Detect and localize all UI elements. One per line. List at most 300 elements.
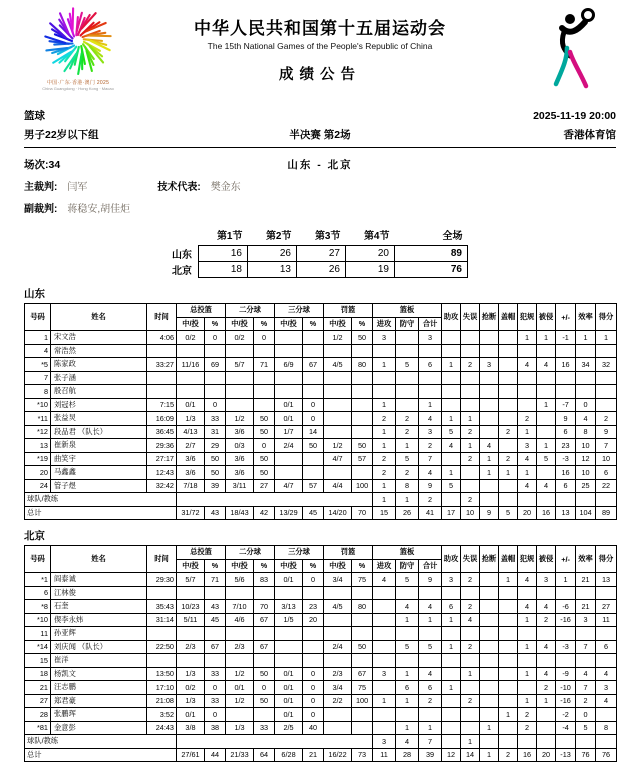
stat-cell: 34 xyxy=(576,358,596,372)
stat-cell xyxy=(596,708,617,722)
stat-cell: 2/3 xyxy=(226,640,254,654)
stat-cell: 50 xyxy=(352,439,373,453)
stat-cell xyxy=(461,708,480,722)
stat-cell xyxy=(499,371,518,385)
player-row xyxy=(25,640,617,654)
player-number: 24 xyxy=(25,479,51,493)
stat-cell: -13 xyxy=(556,748,576,762)
stat-cell: 21 xyxy=(303,748,324,762)
player-name: 张益炅 xyxy=(51,412,147,426)
col-subheader-reb-off: 进攻 xyxy=(373,559,396,573)
match-datetime: 2025-11-19 20:00 xyxy=(533,110,616,122)
stat-cell xyxy=(205,344,226,358)
stat-cell xyxy=(499,479,518,493)
stat-cell xyxy=(442,721,461,735)
stat-cell: 1/3 xyxy=(177,412,205,426)
stat-cell: 40 xyxy=(303,721,324,735)
stat-cell: 3/6 xyxy=(177,452,205,466)
title-block xyxy=(134,14,506,84)
stat-cell xyxy=(419,708,442,722)
stat-cell: 0/1 xyxy=(226,681,254,695)
stat-cell: 12 xyxy=(576,452,596,466)
stat-cell xyxy=(480,600,499,614)
stat-cell xyxy=(499,613,518,627)
stat-cell xyxy=(480,331,499,345)
stat-cell xyxy=(461,721,480,735)
stat-cell xyxy=(303,452,324,466)
col-subheader-reb-def: 防守 xyxy=(396,559,419,573)
stat-cell: 5 xyxy=(396,573,419,587)
stat-cell xyxy=(324,385,352,399)
stat-cell: 70 xyxy=(254,600,275,614)
player-number: 13 xyxy=(25,439,51,453)
stat-cell xyxy=(556,371,576,385)
stat-cell xyxy=(518,627,537,641)
stat-cell xyxy=(461,586,480,600)
stat-cell: 0 xyxy=(254,331,275,345)
stat-cell: 1 xyxy=(480,748,499,762)
stat-cell xyxy=(373,627,396,641)
stat-cell xyxy=(499,493,518,507)
stat-cell: 45 xyxy=(205,613,226,627)
stat-cell: 5 xyxy=(396,358,419,372)
stat-cell: 1 xyxy=(442,412,461,426)
stat-cell: 64 xyxy=(254,748,275,762)
stat-cell xyxy=(177,385,205,399)
stat-cell: 0/1 xyxy=(275,694,303,708)
stat-cell xyxy=(461,466,480,480)
stat-cell: 2 xyxy=(537,681,556,695)
quarter-total-cell: 76 xyxy=(395,262,468,278)
team-label-beijing: 北京 xyxy=(24,528,616,543)
stat-cell: 33 xyxy=(254,721,275,735)
stat-cell xyxy=(303,385,324,399)
stat-cell xyxy=(596,654,617,668)
stat-cell: 69 xyxy=(205,358,226,372)
stat-cell xyxy=(518,344,537,358)
stat-cell: 50 xyxy=(254,694,275,708)
player-row xyxy=(25,600,617,614)
player-time xyxy=(147,586,177,600)
team-coach-label: 球队/教练 xyxy=(25,493,177,507)
stat-cell: 31/72 xyxy=(177,506,205,520)
stat-cell: 4 xyxy=(576,412,596,426)
player-name: 江林俊 xyxy=(51,586,147,600)
stat-cell: 39 xyxy=(205,479,226,493)
stat-cell: 2 xyxy=(499,425,518,439)
stat-cell: 1 xyxy=(396,439,419,453)
player-number: 20 xyxy=(25,466,51,480)
stat-cell xyxy=(275,466,303,480)
col-header-stat: +/- xyxy=(556,546,576,573)
stat-cell xyxy=(480,735,499,749)
stat-cell: 1/3 xyxy=(177,694,205,708)
stat-cell: 1 xyxy=(373,439,396,453)
col-header-stat: +/- xyxy=(556,304,576,331)
player-name: 常浩然 xyxy=(51,344,147,358)
stat-cell: 21 xyxy=(576,600,596,614)
player-number: 11 xyxy=(25,627,51,641)
stat-cell xyxy=(373,600,396,614)
stat-cell: 1 xyxy=(461,412,480,426)
tech-rep-label: 技术代表: xyxy=(157,178,200,193)
col-header-stat: 盖帽 xyxy=(499,546,518,573)
stat-cell xyxy=(275,344,303,358)
player-row xyxy=(25,613,617,627)
logo-caption-en: China Guangdong · Hong Kong · Macao xyxy=(32,86,124,91)
stat-cell xyxy=(373,721,396,735)
stat-cell xyxy=(419,586,442,600)
stat-cell: 16/22 xyxy=(324,748,352,762)
stat-cell: 104 xyxy=(576,506,596,520)
stat-cell: 1 xyxy=(396,694,419,708)
stat-cell: 0 xyxy=(303,681,324,695)
stat-cell xyxy=(499,721,518,735)
stat-cell: 21 xyxy=(576,573,596,587)
team-coach-label: 球队/教练 xyxy=(25,735,177,749)
stat-cell xyxy=(461,385,480,399)
stat-cell xyxy=(324,371,352,385)
stat-cell: 2 xyxy=(499,748,518,762)
stat-cell: 43 xyxy=(205,506,226,520)
player-number: *1 xyxy=(25,573,51,587)
stat-cell xyxy=(499,385,518,399)
team-coach-shooting-blank xyxy=(177,735,373,749)
stat-cell xyxy=(324,613,352,627)
stat-cell: 10/23 xyxy=(177,600,205,614)
stat-cell xyxy=(518,371,537,385)
stat-cell xyxy=(177,371,205,385)
col-header-rebounds: 篮板 xyxy=(373,546,442,560)
stat-cell: 67 xyxy=(205,640,226,654)
stat-cell xyxy=(576,654,596,668)
stat-cell xyxy=(303,371,324,385)
stat-cell: 0 xyxy=(205,708,226,722)
stat-cell xyxy=(499,654,518,668)
stat-cell xyxy=(373,654,396,668)
stat-cell xyxy=(352,385,373,399)
stat-cell xyxy=(275,452,303,466)
player-number: 27 xyxy=(25,694,51,708)
stat-cell xyxy=(442,667,461,681)
stat-cell: 3 xyxy=(537,573,556,587)
stat-cell: 0 xyxy=(254,681,275,695)
stat-cell xyxy=(324,627,352,641)
stat-cell: 1 xyxy=(373,398,396,412)
stat-cell xyxy=(352,708,373,722)
col-subheader-made-att: 中/投 xyxy=(177,317,205,331)
stat-cell: 80 xyxy=(352,600,373,614)
stat-cell: 1/2 xyxy=(226,667,254,681)
stat-cell xyxy=(537,627,556,641)
stat-cell xyxy=(442,331,461,345)
stat-cell xyxy=(373,708,396,722)
stat-cell: 1 xyxy=(373,493,396,507)
stat-cell: 32 xyxy=(596,358,617,372)
player-row xyxy=(25,466,617,480)
stat-cell: 9 xyxy=(556,412,576,426)
stat-cell xyxy=(537,425,556,439)
stat-cell: 2 xyxy=(461,640,480,654)
stat-cell: 5/7 xyxy=(177,573,205,587)
stat-cell: 6/9 xyxy=(275,358,303,372)
quarter-total-cell: 89 xyxy=(395,246,468,262)
quarter-score-cell: 20 xyxy=(346,246,395,262)
stat-cell xyxy=(352,425,373,439)
stat-cell xyxy=(596,735,617,749)
stat-cell xyxy=(461,627,480,641)
stat-cell xyxy=(226,398,254,412)
matchup: 山东 - 北京 xyxy=(24,157,616,172)
stat-cell: 5 xyxy=(396,452,419,466)
stat-cell: 3/6 xyxy=(226,466,254,480)
stat-cell: 20 xyxy=(303,613,324,627)
stat-cell xyxy=(324,344,352,358)
stat-cell: 3/4 xyxy=(324,681,352,695)
stat-cell xyxy=(499,735,518,749)
team-coach-row xyxy=(25,735,617,749)
assist-referee-names: 蒋稳安,胡佳炬 xyxy=(67,200,130,215)
stat-cell xyxy=(254,371,275,385)
stat-cell xyxy=(556,654,576,668)
player-name: 管子煜 xyxy=(51,479,147,493)
stat-cell xyxy=(461,654,480,668)
stat-cell: 2 xyxy=(461,600,480,614)
stat-cell: 3 xyxy=(442,573,461,587)
player-time: 12:43 xyxy=(147,466,177,480)
stat-cell xyxy=(373,613,396,627)
player-name: 刘冠杉 xyxy=(51,398,147,412)
stat-cell xyxy=(352,466,373,480)
stat-cell: 0/1 xyxy=(177,708,205,722)
stat-cell xyxy=(373,385,396,399)
stat-cell xyxy=(226,627,254,641)
player-name: 崔新泉 xyxy=(51,439,147,453)
stat-cell: 14 xyxy=(303,425,324,439)
stat-cell xyxy=(396,586,419,600)
stat-cell: 41 xyxy=(419,506,442,520)
col-header-rebounds: 篮板 xyxy=(373,304,442,318)
stat-cell: 1 xyxy=(442,358,461,372)
stat-cell xyxy=(373,681,396,695)
stat-cell: 1 xyxy=(518,640,537,654)
stat-cell xyxy=(499,398,518,412)
stat-cell: 2 xyxy=(461,573,480,587)
stat-cell: 5 xyxy=(442,425,461,439)
stat-cell: 29 xyxy=(205,439,226,453)
stat-cell xyxy=(480,681,499,695)
stat-cell: 6 xyxy=(419,358,442,372)
stat-cell: 16 xyxy=(556,358,576,372)
stat-cell xyxy=(518,385,537,399)
col-header-stat: 犯规 xyxy=(518,304,537,331)
totals-label: 总计 xyxy=(25,748,177,762)
stat-cell: 20 xyxy=(537,748,556,762)
stat-cell: 1 xyxy=(396,667,419,681)
stat-cell: 4 xyxy=(518,600,537,614)
col-subheader-pct: % xyxy=(303,317,324,331)
stat-cell: 27 xyxy=(596,600,617,614)
stat-cell: 1 xyxy=(518,613,537,627)
stat-cell xyxy=(352,613,373,627)
player-time: 35:43 xyxy=(147,600,177,614)
player-name: 崔洋 xyxy=(51,654,147,668)
stat-cell xyxy=(226,586,254,600)
stat-cell: -10 xyxy=(556,681,576,695)
stat-cell xyxy=(254,398,275,412)
stat-cell xyxy=(480,667,499,681)
stat-cell: 1 xyxy=(556,573,576,587)
stat-cell: 1 xyxy=(442,613,461,627)
stat-cell: 8 xyxy=(576,425,596,439)
stat-cell: 1 xyxy=(596,331,617,345)
stat-cell: 5 xyxy=(537,452,556,466)
player-name: 张鹏珲 xyxy=(51,708,147,722)
col-header-number: 号码 xyxy=(25,304,51,331)
stat-cell: 0 xyxy=(303,667,324,681)
stats-table-shandong xyxy=(24,303,617,520)
col-header-stat: 得分 xyxy=(596,304,617,331)
col-header-fg: 总投篮 xyxy=(177,304,226,318)
stat-cell: 3 xyxy=(373,331,396,345)
player-name: 杨凯文 xyxy=(51,667,147,681)
stat-cell: 5/11 xyxy=(177,613,205,627)
stat-cell: 0 xyxy=(254,439,275,453)
stat-cell: 8 xyxy=(596,721,617,735)
chief-referee-name: 闫军 xyxy=(67,178,87,193)
stat-cell: 22 xyxy=(596,479,617,493)
player-number: *14 xyxy=(25,640,51,654)
stat-cell: 1 xyxy=(396,721,419,735)
player-row xyxy=(25,358,617,372)
stat-cell xyxy=(537,735,556,749)
stat-cell: 1 xyxy=(537,439,556,453)
col-subheader-pct: % xyxy=(205,317,226,331)
stat-cell: 3 xyxy=(419,425,442,439)
stat-cell xyxy=(576,627,596,641)
stat-cell xyxy=(324,398,352,412)
stat-cell: 3/4 xyxy=(324,573,352,587)
stat-cell xyxy=(576,385,596,399)
stat-cell: 18/43 xyxy=(226,506,254,520)
logo-caption: 中国·广东·香港·澳门 2025 xyxy=(32,79,124,86)
stat-cell: 1 xyxy=(537,398,556,412)
col-subheader-made-att: 中/投 xyxy=(324,559,352,573)
player-time xyxy=(147,371,177,385)
stat-cell xyxy=(275,640,303,654)
player-number: 7 xyxy=(25,371,51,385)
stat-cell xyxy=(442,586,461,600)
stat-cell xyxy=(254,654,275,668)
stat-cell xyxy=(499,344,518,358)
stat-cell xyxy=(352,586,373,600)
stat-cell: 4 xyxy=(396,735,419,749)
stat-cell xyxy=(324,721,352,735)
stat-cell xyxy=(480,344,499,358)
stat-cell xyxy=(480,412,499,426)
stat-cell: 1/2 xyxy=(324,439,352,453)
quarter-team-name: 北京 xyxy=(172,262,199,278)
stat-cell: 2 xyxy=(419,694,442,708)
stat-cell xyxy=(352,344,373,358)
stat-cell xyxy=(419,385,442,399)
col-subheader-made-att: 中/投 xyxy=(324,317,352,331)
stat-cell: 0/2 xyxy=(177,331,205,345)
stat-cell: 5/6 xyxy=(226,573,254,587)
stat-cell xyxy=(518,398,537,412)
stat-cell: 4 xyxy=(461,613,480,627)
stat-cell: 2 xyxy=(396,425,419,439)
stat-cell: 4/5 xyxy=(324,358,352,372)
stat-cell: 26 xyxy=(396,506,419,520)
stat-cell: -1 xyxy=(556,331,576,345)
stat-cell: 1 xyxy=(373,694,396,708)
stat-cell: 0/1 xyxy=(275,573,303,587)
stat-cell: 3/8 xyxy=(177,721,205,735)
assist-referee-label: 副裁判: xyxy=(24,200,57,215)
games-logo xyxy=(32,8,124,91)
player-number: 4 xyxy=(25,344,51,358)
player-number: 8 xyxy=(25,385,51,399)
col-header-time: 时间 xyxy=(147,546,177,573)
stat-cell xyxy=(518,654,537,668)
stat-cell: 0 xyxy=(303,412,324,426)
stat-cell: -16 xyxy=(556,694,576,708)
stat-cell xyxy=(499,681,518,695)
stat-cell: 7/18 xyxy=(177,479,205,493)
stat-cell xyxy=(596,586,617,600)
stat-cell: 4/7 xyxy=(275,479,303,493)
stat-cell xyxy=(396,627,419,641)
stat-cell xyxy=(442,627,461,641)
stat-cell: 7 xyxy=(576,640,596,654)
stat-cell: -3 xyxy=(556,452,576,466)
stat-cell: 10 xyxy=(596,452,617,466)
stat-cell: 3 xyxy=(576,613,596,627)
stat-cell: 6 xyxy=(596,640,617,654)
stat-cell: 2 xyxy=(576,694,596,708)
stat-cell xyxy=(556,493,576,507)
stat-cell: 0 xyxy=(303,708,324,722)
stat-cell xyxy=(324,586,352,600)
stat-cell: 7 xyxy=(419,735,442,749)
col-header-stat: 失误 xyxy=(461,546,480,573)
stat-cell: 0 xyxy=(205,398,226,412)
stat-cell xyxy=(324,708,352,722)
stat-cell xyxy=(499,640,518,654)
stat-cell: 1 xyxy=(576,331,596,345)
stat-cell: 10 xyxy=(576,466,596,480)
stat-cell: 1 xyxy=(419,613,442,627)
stat-cell xyxy=(324,654,352,668)
report-title: 成绩公告 xyxy=(134,63,506,84)
stat-cell xyxy=(537,371,556,385)
stat-cell: 0/1 xyxy=(275,667,303,681)
player-time: 17:10 xyxy=(147,681,177,695)
stat-cell xyxy=(254,627,275,641)
stat-cell: 4/4 xyxy=(324,479,352,493)
stat-cell: 14 xyxy=(461,748,480,762)
stat-cell xyxy=(177,586,205,600)
stat-cell xyxy=(303,640,324,654)
stat-cell: -6 xyxy=(556,600,576,614)
stat-cell: 0 xyxy=(205,681,226,695)
stat-cell xyxy=(576,344,596,358)
stat-cell: 13 xyxy=(556,506,576,520)
stat-cell: 45 xyxy=(303,506,324,520)
stat-cell: 15 xyxy=(373,506,396,520)
stat-cell xyxy=(275,654,303,668)
